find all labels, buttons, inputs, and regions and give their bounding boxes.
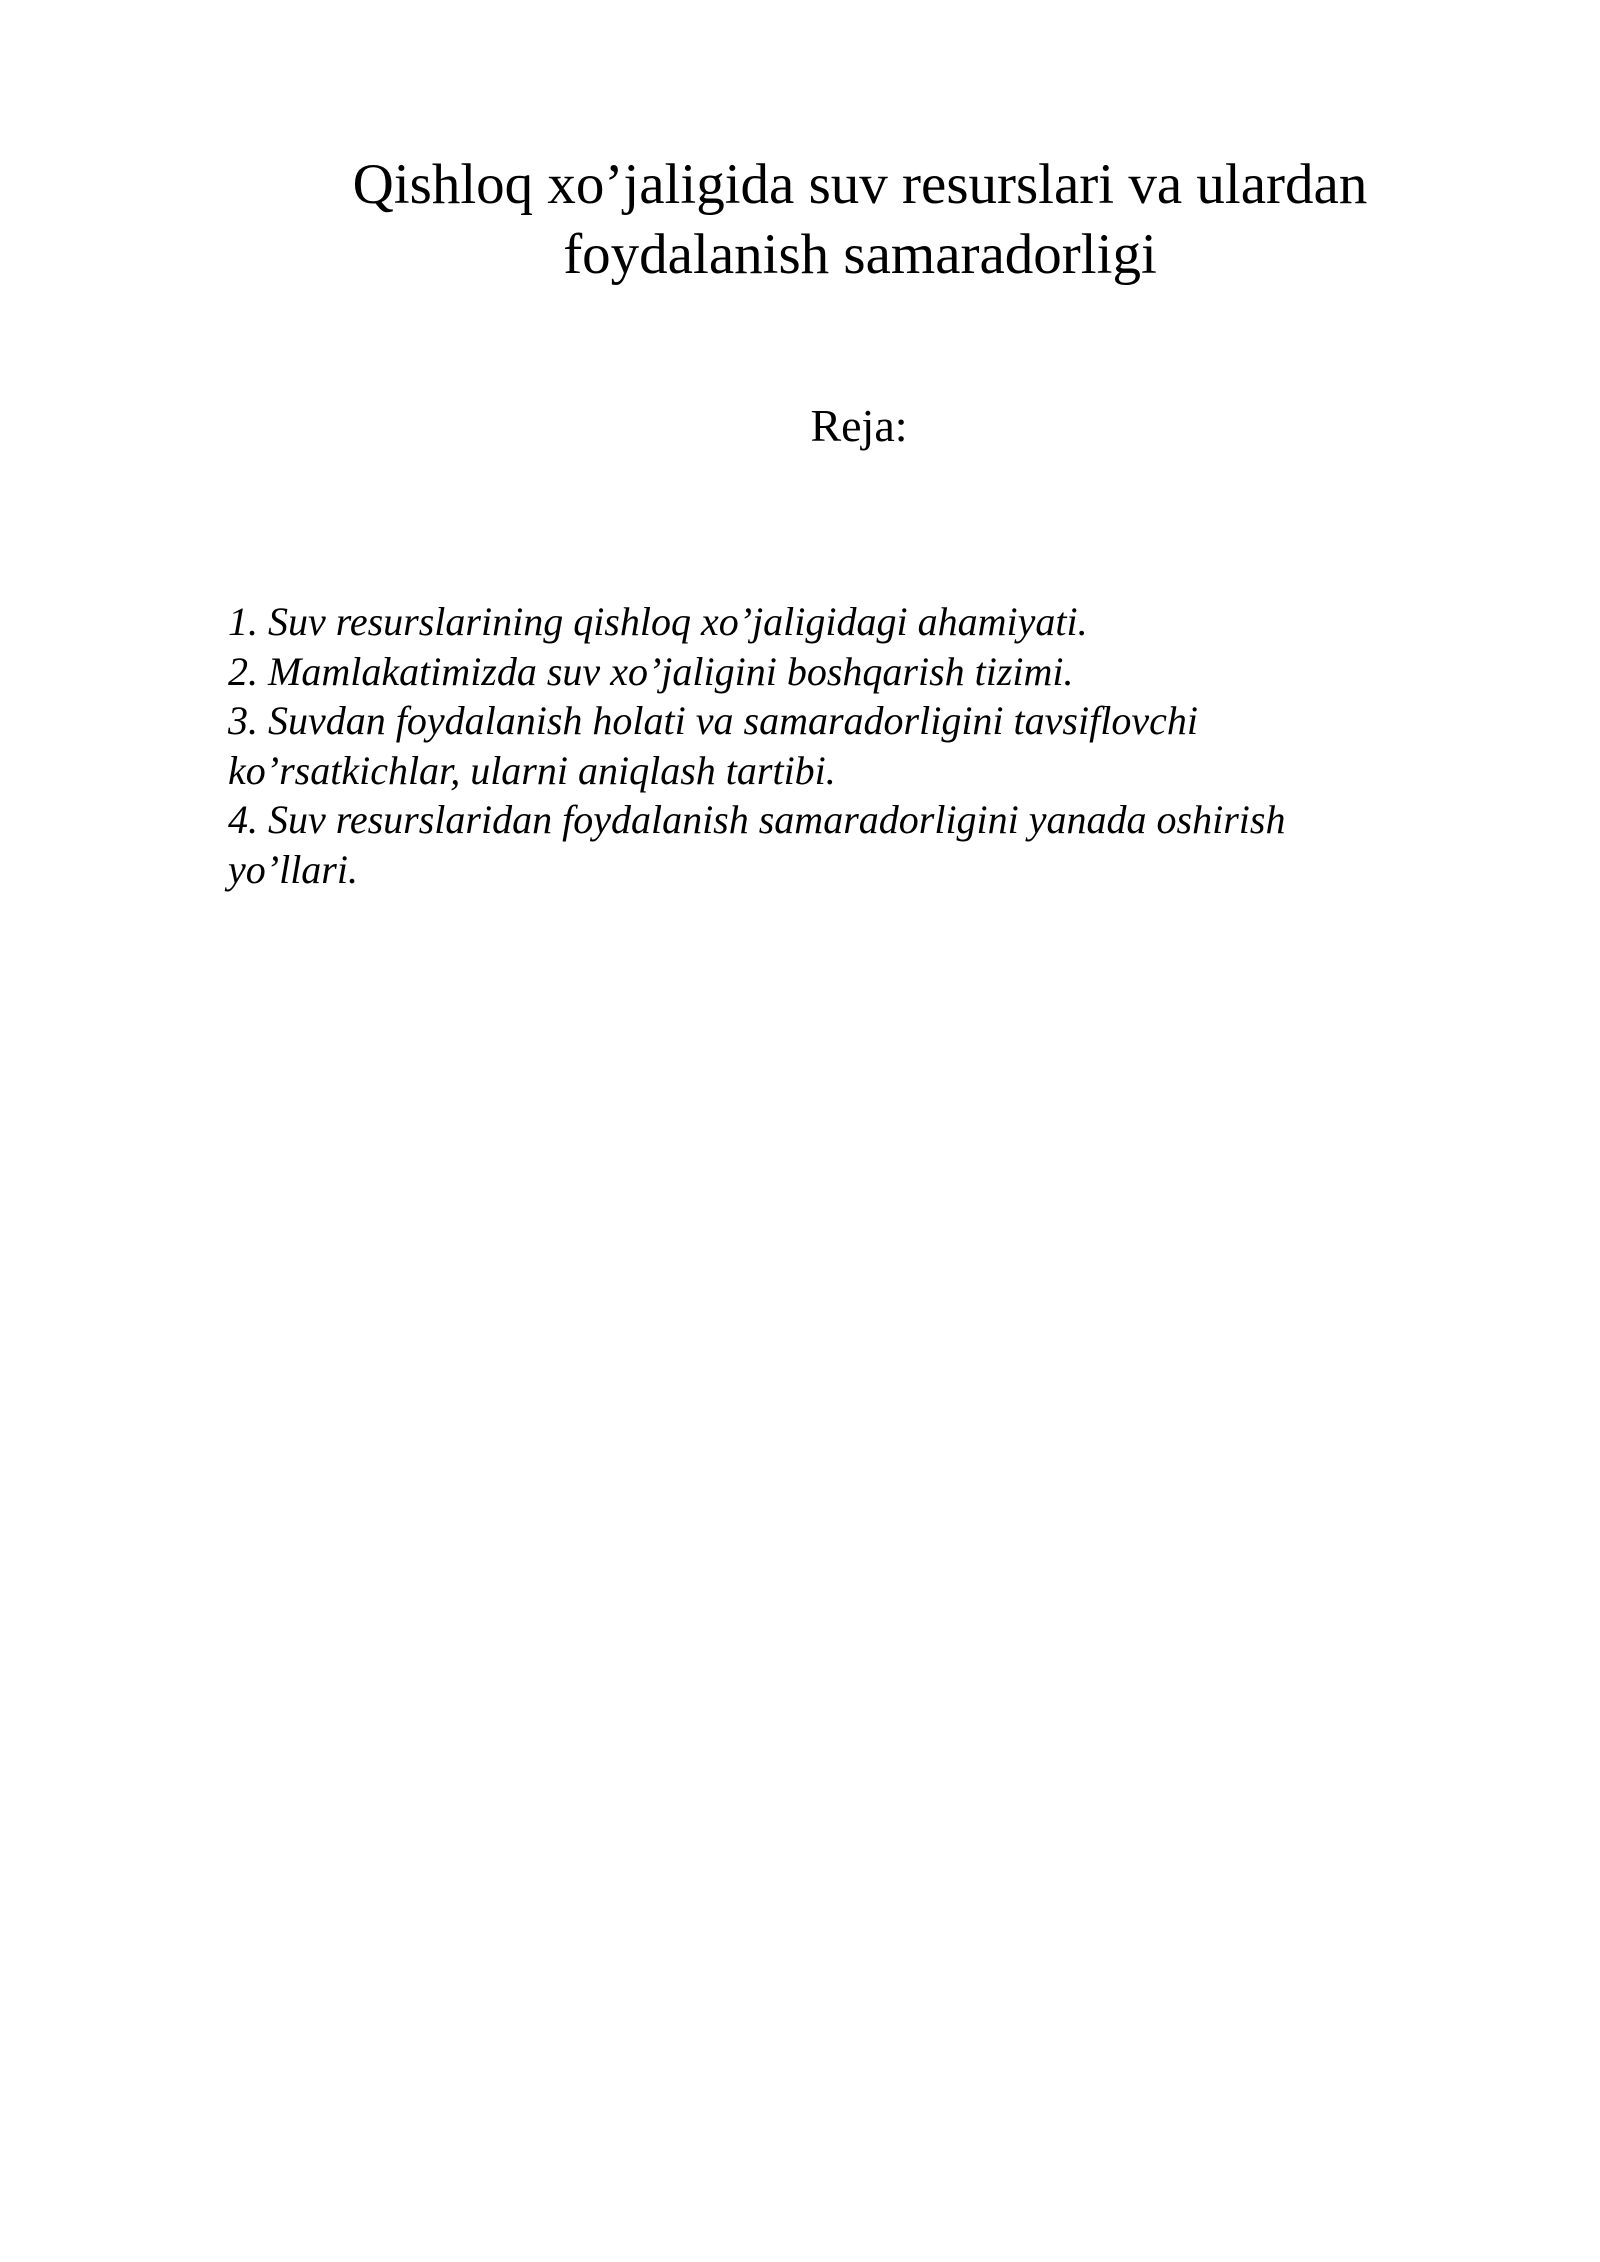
plan-item-3-line-1: 3. Suvdan foydalanish holati va samaradorligini tavsiflovchi bbox=[228, 698, 1198, 743]
plan-item-4 bbox=[228, 795, 1408, 894]
plan-item-3 bbox=[228, 696, 1408, 795]
plan-item-4-line-1: 4. Suv resurslaridan foydalanish samaradorligini yanada oshirish bbox=[228, 797, 1286, 842]
document-title bbox=[320, 150, 1400, 290]
plan-list bbox=[228, 597, 1408, 894]
document-title-line-1: Qishloq xo’jaligida suv resurslari va ulardan bbox=[352, 153, 1368, 216]
plan-item-1 bbox=[228, 597, 1408, 647]
document-title-line-2: foydalanish samaradorligi bbox=[563, 223, 1157, 286]
plan-item-2 bbox=[228, 647, 1408, 697]
plan-item-2-line-1: 2. Mamlakatimizda suv xo’jaligini boshqarish tizimi. bbox=[228, 648, 1074, 694]
plan-heading: Reja: bbox=[810, 400, 908, 451]
plan-item-4-line-2: yo’llari. bbox=[228, 846, 358, 892]
plan-item-3-line-2: ko’rsatkichlar, ularni aniqlash tartibi. bbox=[228, 747, 836, 793]
plan-item-1-line-1: 1. Suv resurslarining qishloq xo’jaligidagi ahamiyati. bbox=[228, 599, 1088, 644]
